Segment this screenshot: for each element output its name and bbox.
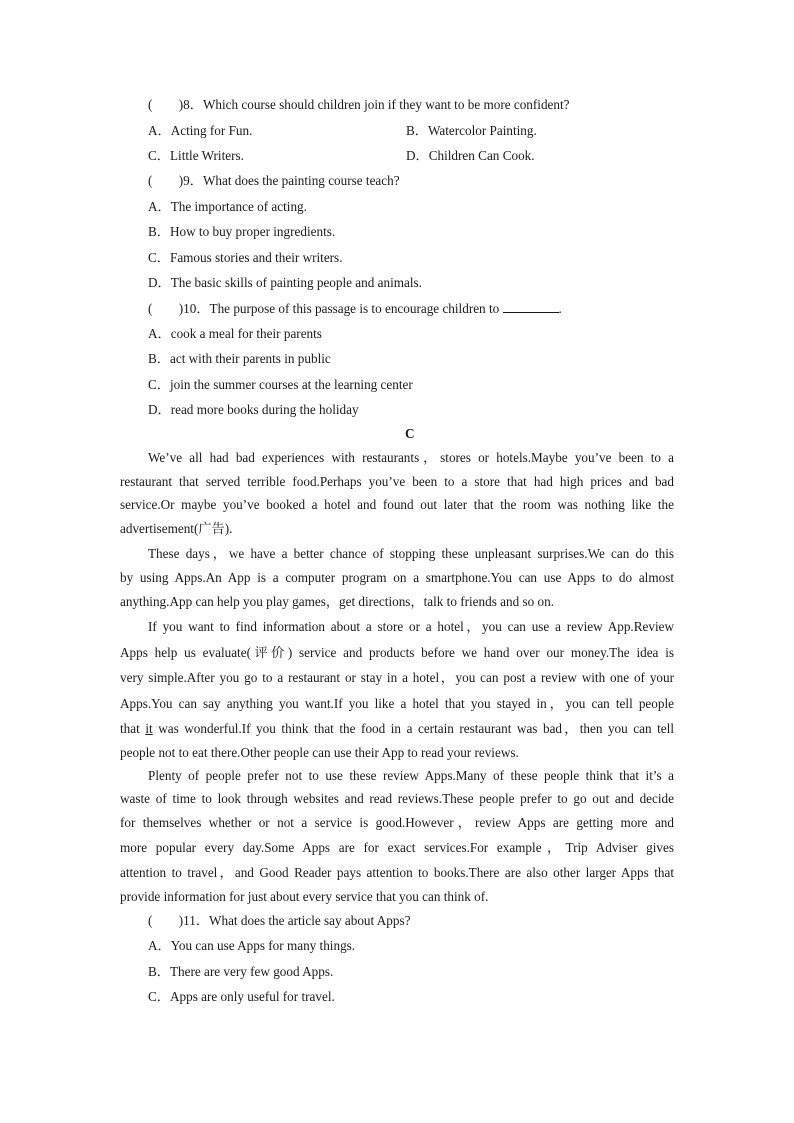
question-10-stem-end: .: [558, 301, 562, 316]
question-11-option-b: B．There are very few good Apps.: [148, 964, 334, 979]
question-8-option-c: C．Little Writers.: [148, 148, 244, 163]
passage-p4-line-4: more popular every day.Some Apps are for exact services.For example，Trip Adviser gives: [120, 840, 674, 855]
question-10-option-a: A．cook a meal for their parents: [148, 326, 322, 341]
passage-text: that: [120, 721, 146, 736]
passage-p4-line-2: waste of time to look through websites and read reviews.These people prefer to go out and decide: [120, 791, 674, 806]
section-title: C: [405, 426, 415, 441]
passage-p3-line-4: Apps.You can say anything you want.If you like a hotel that you stayed in，you can tell people: [120, 696, 674, 711]
underlined-word: it: [145, 721, 153, 736]
question-10-option-c: C．join the summer courses at the learning center: [148, 377, 413, 392]
question-8-option-d: D．Children Can Cook.: [406, 148, 535, 163]
passage-p3-line-6: people not to eat there.Other people can use their App to read your reviews.: [120, 745, 519, 760]
passage-p4-line-3: for themselves whether or not a service is good.However，review Apps are getting more and: [120, 815, 674, 830]
question-9-option-b: B．How to buy proper ingredients.: [148, 224, 336, 239]
question-10-option-d: D．read more books during the holiday: [148, 402, 359, 417]
question-11-stem: ( )11．What does the article say about Apps?: [148, 913, 411, 928]
passage-p2-line-2: by using Apps.An App is a computer program on a smartphone.You can use Apps to do almost: [120, 570, 674, 585]
question-11-option-c: C．Apps are only useful for travel.: [148, 989, 335, 1004]
passage-p2-line-3: anything.App can help you play games，get directions，talk to friends and so on.: [120, 594, 554, 609]
question-9-option-d: D．The basic skills of painting people and animals.: [148, 275, 422, 290]
passage-p1-line-3: service.Or maybe you’ve booked a hotel and found out later that the room was nothing like the: [120, 497, 674, 512]
question-9-option-a: A．The importance of acting.: [148, 199, 307, 214]
question-10-stem: [148, 300, 562, 318]
question-8-option-b: B．Watercolor Painting.: [406, 123, 537, 138]
passage-p4-line-1: Plenty of people prefer not to use these review Apps.Many of these people think that it’s a: [148, 768, 674, 783]
question-10-stem-text: ( )10．The purpose of this passage is to encourage children to: [148, 301, 503, 316]
question-9-option-c: C．Famous stories and their writers.: [148, 250, 343, 265]
answer-blank: [503, 301, 559, 313]
passage-p1-line-4: advertisement(广告).: [120, 521, 233, 536]
question-8-option-a: A．Acting for Fun.: [148, 123, 253, 138]
passage-p3-line-5: [120, 720, 674, 738]
question-8-stem: ( )8．Which course should children join if they want to be more confident?: [148, 97, 570, 112]
passage-p3-line-2: Apps help us evaluate(评价) service and products before we hand over our money.The idea is: [120, 645, 674, 660]
question-11-option-a: A．You can use Apps for many things.: [148, 938, 356, 953]
passage-p1-line-1: We’ve all had bad experiences with restaurants，stores or hotels.Maybe you’ve been to a: [148, 450, 674, 465]
question-10-option-b: B．act with their parents in public: [148, 351, 331, 366]
passage-p1-line-2: restaurant that served terrible food.Perhaps you’ve been to a store that had high prices and bad: [120, 474, 674, 489]
passage-p4-line-5: attention to travel，and Good Reader pays attention to books.There are also other larger Apps that: [120, 865, 674, 880]
passage-p4-line-6: provide information for just about every service that you can think of.: [120, 889, 489, 904]
passage-p3-line-3: very simple.After you go to a restaurant or stay in a hotel，you can post a review with one of your: [120, 670, 674, 685]
passage-p3-line-1: If you want to find information about a store or a hotel，you can use a review App.Review: [148, 619, 674, 634]
passage-p2-line-1: These days，we have a better chance of stopping these unpleasant surprises.We can do this: [148, 546, 674, 561]
passage-text: was wonderful.If you think that the food in a certain restaurant was bad，then you can tell: [152, 721, 674, 736]
question-9-stem: ( )9．What does the painting course teach?: [148, 173, 400, 188]
